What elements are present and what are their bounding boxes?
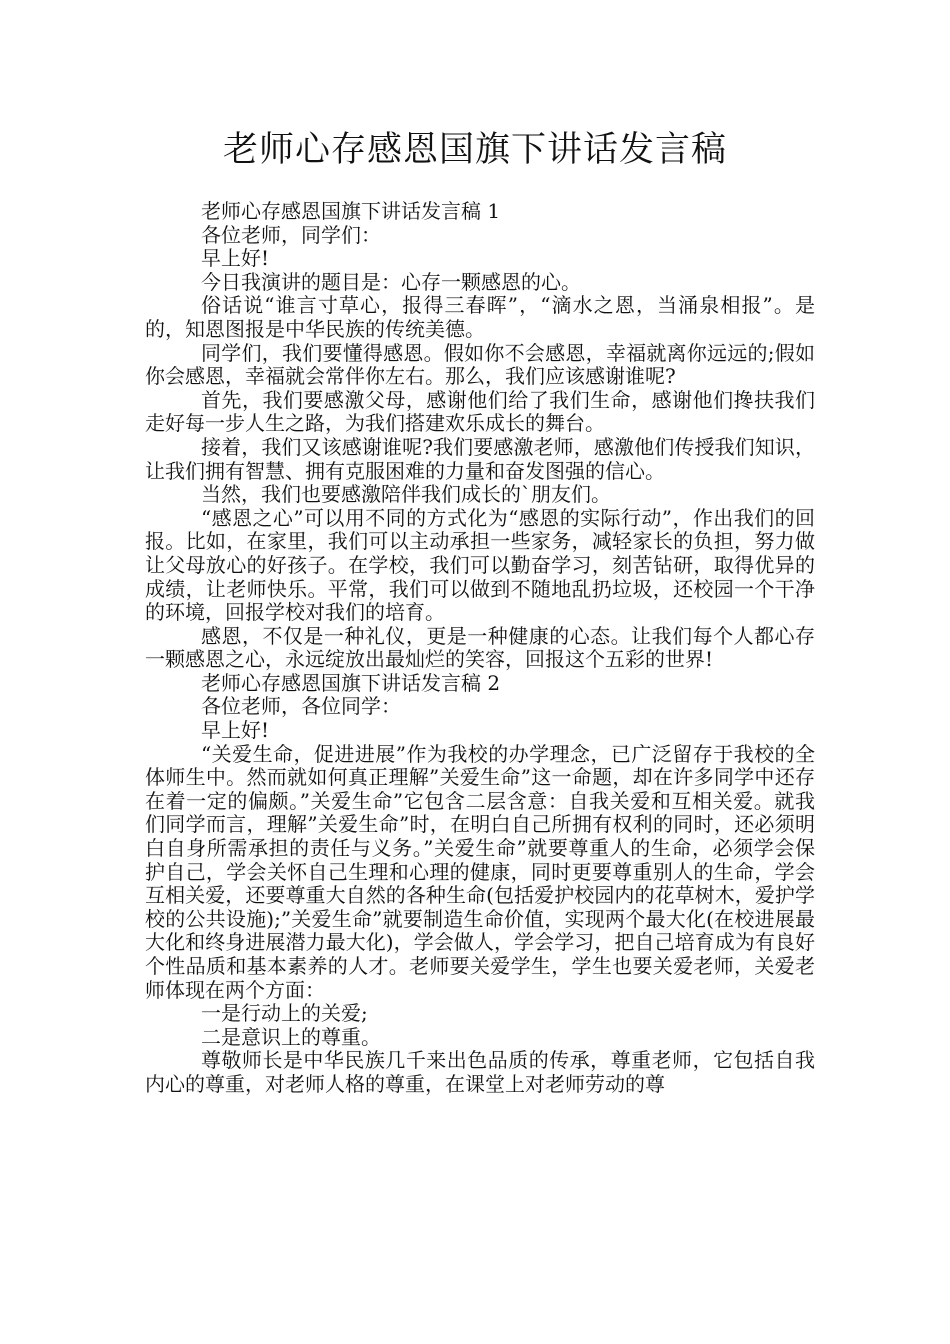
paragraph-greeting-1: 各位老师，同学们： (201, 222, 381, 247)
paragraph-greeting-2: 各位老师，各位同学： (201, 694, 401, 719)
document-body (145, 200, 815, 1097)
paragraph-good-morning-2: 早上好! (201, 718, 270, 743)
paragraph: 同学们，我们要懂得感恩。假如你不会感恩，幸福就离你远远的;假如你会感恩，幸福就会常伴你左右。那么，我们应该感谢谁呢? (145, 340, 815, 389)
paragraph: 尊敬师长是中华民族几千来出色品质的传承，尊重老师，它包括自我内心的尊重，对老师人格的尊重，在课堂上对老师劳动的尊 (145, 1048, 815, 1096)
paragraph: 接着，我们又该感谢谁呢?我们要感激老师，感激他们传授我们知识，让我们拥有智慧、拥有克服困难的力量和奋发图强的信心。 (145, 434, 815, 483)
paragraph: “关爱生命，促进进展”作为我校的办学理念，已广泛留存于我校的全体师生中。然而就如何真正理解”关爱生命”这一命题，却在许多同学中还存在着一定的偏颇。”关爱生命”它包含二层含意：自我关爱和互相关爱。就我们同学而言，理解”关爱生命”时，在明白自己所拥有权利的同时，还必须明白自身所需承担的责任与义务。”关爱生命”就要尊重人的生命，必须学会保护自己，学会关怀自己生理和心理的健康，同时更要尊重别人的生命，学会互相关爱，还要尊重大自然的各种生命(包括爱护校园内的花草树木，爱护学校的公共设施);”关爱生命”就要制造生命价值，实现两个最大化(在校进展最大化和终身进展潜力最大化)，学会做人，学会学习，把自己培育成为有良好个性品质和基本素养的人才。老师要关爱学生，学生也要关爱老师，关爱老师体现在两个方面： (145, 741, 815, 1002)
paragraph: 一是行动上的关爱; (201, 1001, 368, 1026)
paragraph: 二是意识上的尊重。 (201, 1024, 381, 1049)
document-title: 老师心存感恩国旗下讲话发言稿 (222, 130, 727, 170)
paragraph: 今日我演讲的题目是：心存一颗感恩的心。 (201, 269, 581, 294)
paragraph-section-heading-2: 老师心存感恩国旗下讲话发言稿 2 (201, 670, 501, 695)
paragraph: “感恩之心”可以用不同的方式化为“感恩的实际行动”，作出我们的回报。比如，在家里，我们可以主动承担一些家务，减轻家长的负担，努力做让父母放心的好孩子。在学校，我们可以勤奋学习，刻苦钻研，取得优异的成绩，让老师快乐。平常，我们可以做到不随地乱扔垃圾，还校园一个干净的环境，回报学校对我们的培育。 (145, 505, 815, 625)
paragraph: 感恩，不仅是一种礼仪，更是一种健康的心态。让我们每个人都心存一颗感恩之心，永远绽放出最灿烂的笑容，回报这个五彩的世界! (145, 623, 815, 672)
paragraph-good-morning-1: 早上好! (201, 246, 270, 271)
paragraph-section-heading-1: 老师心存感恩国旗下讲话发言稿 1 (201, 199, 501, 223)
paragraph: 首先，我们要感激父母，感谢他们给了我们生命，感谢他们搀扶我们走好每一步人生之路，为我们搭建欢乐成长的舞台。 (145, 387, 815, 436)
paragraph: 当然，我们也要感激陪伴我们成长的`朋友们。 (201, 482, 611, 507)
paragraph: 俗话说“谁言寸草心，报得三春晖”，“滴水之恩，当涌泉相报”。是的，知恩图报是中华民族的传统美德。 (145, 293, 815, 341)
